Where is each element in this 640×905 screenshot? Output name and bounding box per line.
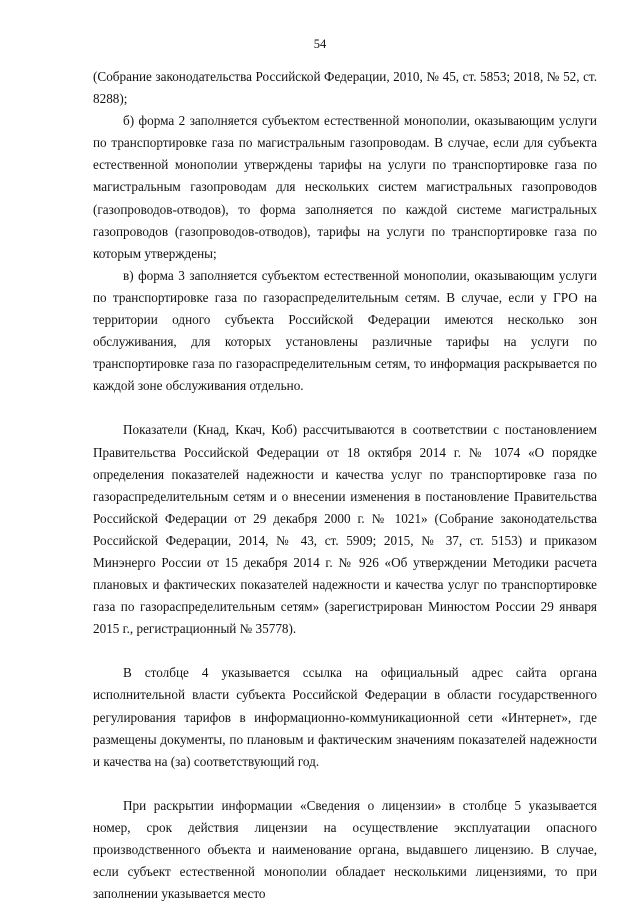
page-number: 54 [313,37,327,51]
paragraph-license-info: При раскрытии информации «Сведения о лицензии» в столбце 5 указывается номер, срок действия лицензии на осуществление эксплуатации опасного производственного объекта и наименование органа, выдавшего лицензию. В случае, если субъект естественной монополии обладает несколькими лицензиями, то при заполнении указывается место [93,797,597,902]
paragraph-form-2: б) форма 2 заполняется субъектом естественной монополии, оказывающим услуги по транспортировке газа по магистральным газопроводам. В случае, если для субъекта естественной монополии утверждены тарифы на услуги по транспортировке газа по магистральным газопроводам для нескольких систем магистральных газопроводов (газопроводов-отводов), то форма заполняется по каждой системе магистральных газопроводов (газопроводов-отводов), тарифы на услуги по транспортировке газа по которым утверждены; [93,113,597,261]
paragraph-citation-continuation: (Собрание законодательства Российской Федерации, 2010, № 45, ст. 5853; 2018, № 52, ст. 8288); [93,69,597,107]
document-body [93,66,597,905]
paragraph-form-3: в) форма 3 заполняется субъектом естественной монополии, оказывающим услуги по транспортировке газа по газораспределительным сетям. В случае, если у ГРО на территории одного субъекта Российской Федерации имеются несколько зон обслуживания, для которых установлены различные тарифы на услуги по транспортировке газа по газораспределительным сетям, то информация раскрывается по каждой зоне обслуживания отдельно. [93,267,597,394]
paragraph-column-4: В столбце 4 указывается ссылка на официальный адрес сайта органа исполнительной власти субъекта Российской Федерации в области государственного регулирования тарифов в информационно-коммуникационной сети «Интернет», где размещены документы, по плановым и фактическим значениям показателей надежности и качества на (за) соответствующий год. [93,665,597,769]
paragraph-indicators: Показатели (Кнад, Ккач, Коб) рассчитываются в соответствии с постановлением Правительства Российской Федерации от 18 октября 2014 г. № 1074 «О порядке определения показателей надежности и качества услуг по транспортировке газа по газораспределительным сетям и о внесении изменения в постановление Правительства Российской Федерации от 29 декабря 2000 г. № 1021» (Собрание законодательства Российской Федерации, 2014, № 43, ст. 5909; 2015, № 37, ст. 5153) и приказом Минэнерго России от 15 декабря 2014 г. № 926 «Об утверждении Методики расчета плановых и фактических показателей надежности и качества услуг по транспортировке газа по газораспределительным сетям» (зарегистрирован Минюстом России 29 января 2015 г., регистрационный № 35778). [93,422,597,637]
